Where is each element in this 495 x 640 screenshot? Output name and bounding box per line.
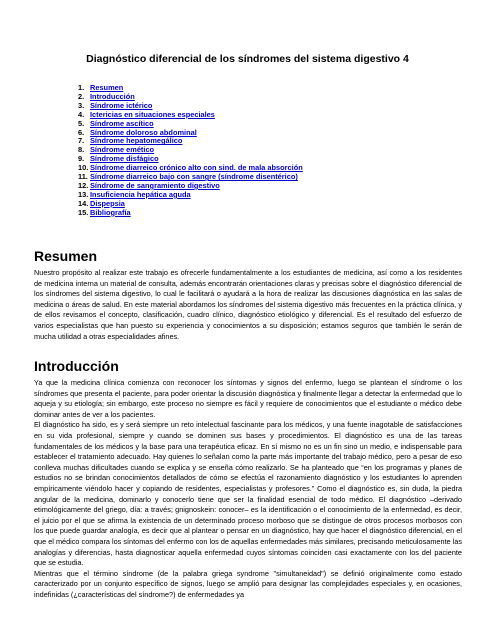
table-of-contents: [78, 84, 303, 218]
section-heading-introduccion: Introducción: [34, 358, 119, 374]
toc-link[interactable]: Síndrome ascítico: [90, 118, 154, 128]
toc-number: 1.: [78, 83, 85, 92]
toc-link[interactable]: Síndrome diarreico crónico alto con sind. de mala absorción: [90, 163, 303, 173]
toc-number: 15.: [78, 207, 89, 217]
resumen-paragraph: [34, 268, 462, 342]
toc-link[interactable]: Síndrome ictérico: [90, 100, 153, 110]
section-heading-resumen: Resumen: [34, 248, 98, 264]
toc-link[interactable]: Síndrome diarreico bajo con sangre (síndrome disentérico): [90, 172, 298, 182]
toc-number: 6.: [78, 127, 85, 137]
toc-link[interactable]: Síndrome hepatomegálico: [90, 136, 183, 146]
toc-link[interactable]: Síndrome disfágico: [90, 154, 159, 164]
introduccion-paragraph-2: El diagnóstico ha sido, es y será siempre un reto intelectual fascinante para los médicos, y una fuente inagotable de satisfacciones en su vida profesional, siempre y cuando se dominen sus bases y procedimientos. El diagnóstico es una de las tareas fundamentales de los médicos y la base para una terapéutica eficaz. En sí mismo no es un fin sino un medio, e indispensable para establecer el tratamiento adecuado. Hay quienes lo señalan como la parte más importante del trabajo médico, pero a pesar de eso conlleva muchas dificultades cuando se explica y se enseña cómo realizarlo. Se ha planteado que “en los programas y planes de estudios no se brindan conocimientos detallados de cómo se efectúa el razonamiento diagnóstico y los estudiantes lo aprenden empíricamente viéndolo hacer y copiando de residentes, especialistas y profesores.” Como el diagnóstico es, sin duda, la piedra angular de la medicina, dominarlo y conocerlo tiene que ser la finalidad esencial de todo médico. El diagnóstico –derivado etimológicamente del griego, día: a través; gnignoskein: conocer– es la identificación o el conocimiento de la enfermedad, es decir, el juicio por el que se afirma la existencia de un determinado proceso morboso que se distingue de otros procesos morbosos con los que puede guardar analogía, es decir que al plantear o pensar en un diagnóstico, hay que hacer el diagnóstico diferencial, en el que el médico compara los síntomas del enfermo con los de aquellas enfermedades más similares, precisando meticulosamente las analogías y diferencias, hasta diagnosticar aquella enfermedad cuyos síntomas coinciden casi exactamente con los del paciente que se estudia.: [34, 420, 462, 568]
toc-link[interactable]: Dispepsia: [90, 198, 125, 208]
toc-number: 7.: [78, 136, 85, 146]
toc-number: 11.: [78, 172, 88, 182]
toc-link[interactable]: Síndrome de sangramiento digestivo: [90, 180, 220, 190]
toc-link[interactable]: Insuficiencia hepática aguda: [90, 189, 191, 199]
introduccion-body: [34, 378, 462, 600]
page-title: Diagnóstico diferencial de los síndromes del sistema digestivo 4: [86, 53, 409, 65]
toc-link[interactable]: Síndrome doloroso abdominal: [90, 127, 197, 137]
toc-link[interactable]: Síndrome emético: [90, 145, 155, 155]
toc-number: 13.: [78, 189, 89, 199]
toc-number: 5.: [78, 118, 85, 128]
toc-number: 12.: [78, 180, 89, 190]
toc-number: 10.: [78, 163, 89, 173]
toc-link[interactable]: Ictericias en situaciones especiales: [90, 109, 215, 119]
toc-number: 9.: [78, 154, 85, 164]
toc-number: 4.: [78, 109, 85, 119]
resumen-text: Nuestro propósito al realizar este trabajo es ofrecerle fundamentalmente a los estudiantes de medicina, así como a los residentes de medicina interna un material de consulta, además encontrarán orientaciones claras y precisas sobre el diagnóstico diferencial de los síndromes del sistema digestivo, lo cual le facilitará o ayudará a la hora de realizar las discusiones diagnóstica en las salas de medicina o áreas de salud. En este material abordamos los síndromes del sistema digestivo más frecuentes en la práctica clínica, y de ellos revisamos el concepto, clasificación, cuadro clínico, diagnóstico etiológico y diferencial. Es el resultado del esfuerzo de varios especialistas que han puesto su experiencia y conocimientos a su disposición; estamos seguros que también le serán de mucha utilidad a otras especialidades afines.: [34, 268, 462, 341]
toc-item: [78, 209, 303, 218]
toc-number: 8.: [78, 145, 85, 155]
toc-number: 3.: [78, 100, 85, 110]
toc-link[interactable]: Bibliografía: [90, 207, 131, 217]
toc-link[interactable]: Resumen: [90, 83, 124, 92]
introduccion-paragraph-3: Mientras que el término síndrome (de la palabra griega syndrome "simultaneidad") se definió originalmente como estado caracterizado por un conjunto específico de signos, luego se amplió para designar las complejidades especiales y, en ocasiones, indefinidas (¿características del síndrome?) de enfermedades ya: [34, 568, 462, 599]
toc-number: 2.: [78, 91, 85, 101]
toc-number: 14.: [78, 198, 89, 208]
introduccion-paragraph-1: Ya que la medicina clínica comienza con reconocer los síntomas y signos del enfermo, luego se plantean el síndrome o los síndromes que presenta el paciente, para poder orientar la discusión diagnóstica y finalmente llegar a detectar la enfermedad que lo aqueja y su etiología; sin embargo, este proceso no siempre es fácil y requiere de conocimientos que el estudiante o médico debe dominar antes de ver a los pacientes.: [34, 378, 462, 419]
toc-link[interactable]: Introducción: [90, 91, 135, 101]
